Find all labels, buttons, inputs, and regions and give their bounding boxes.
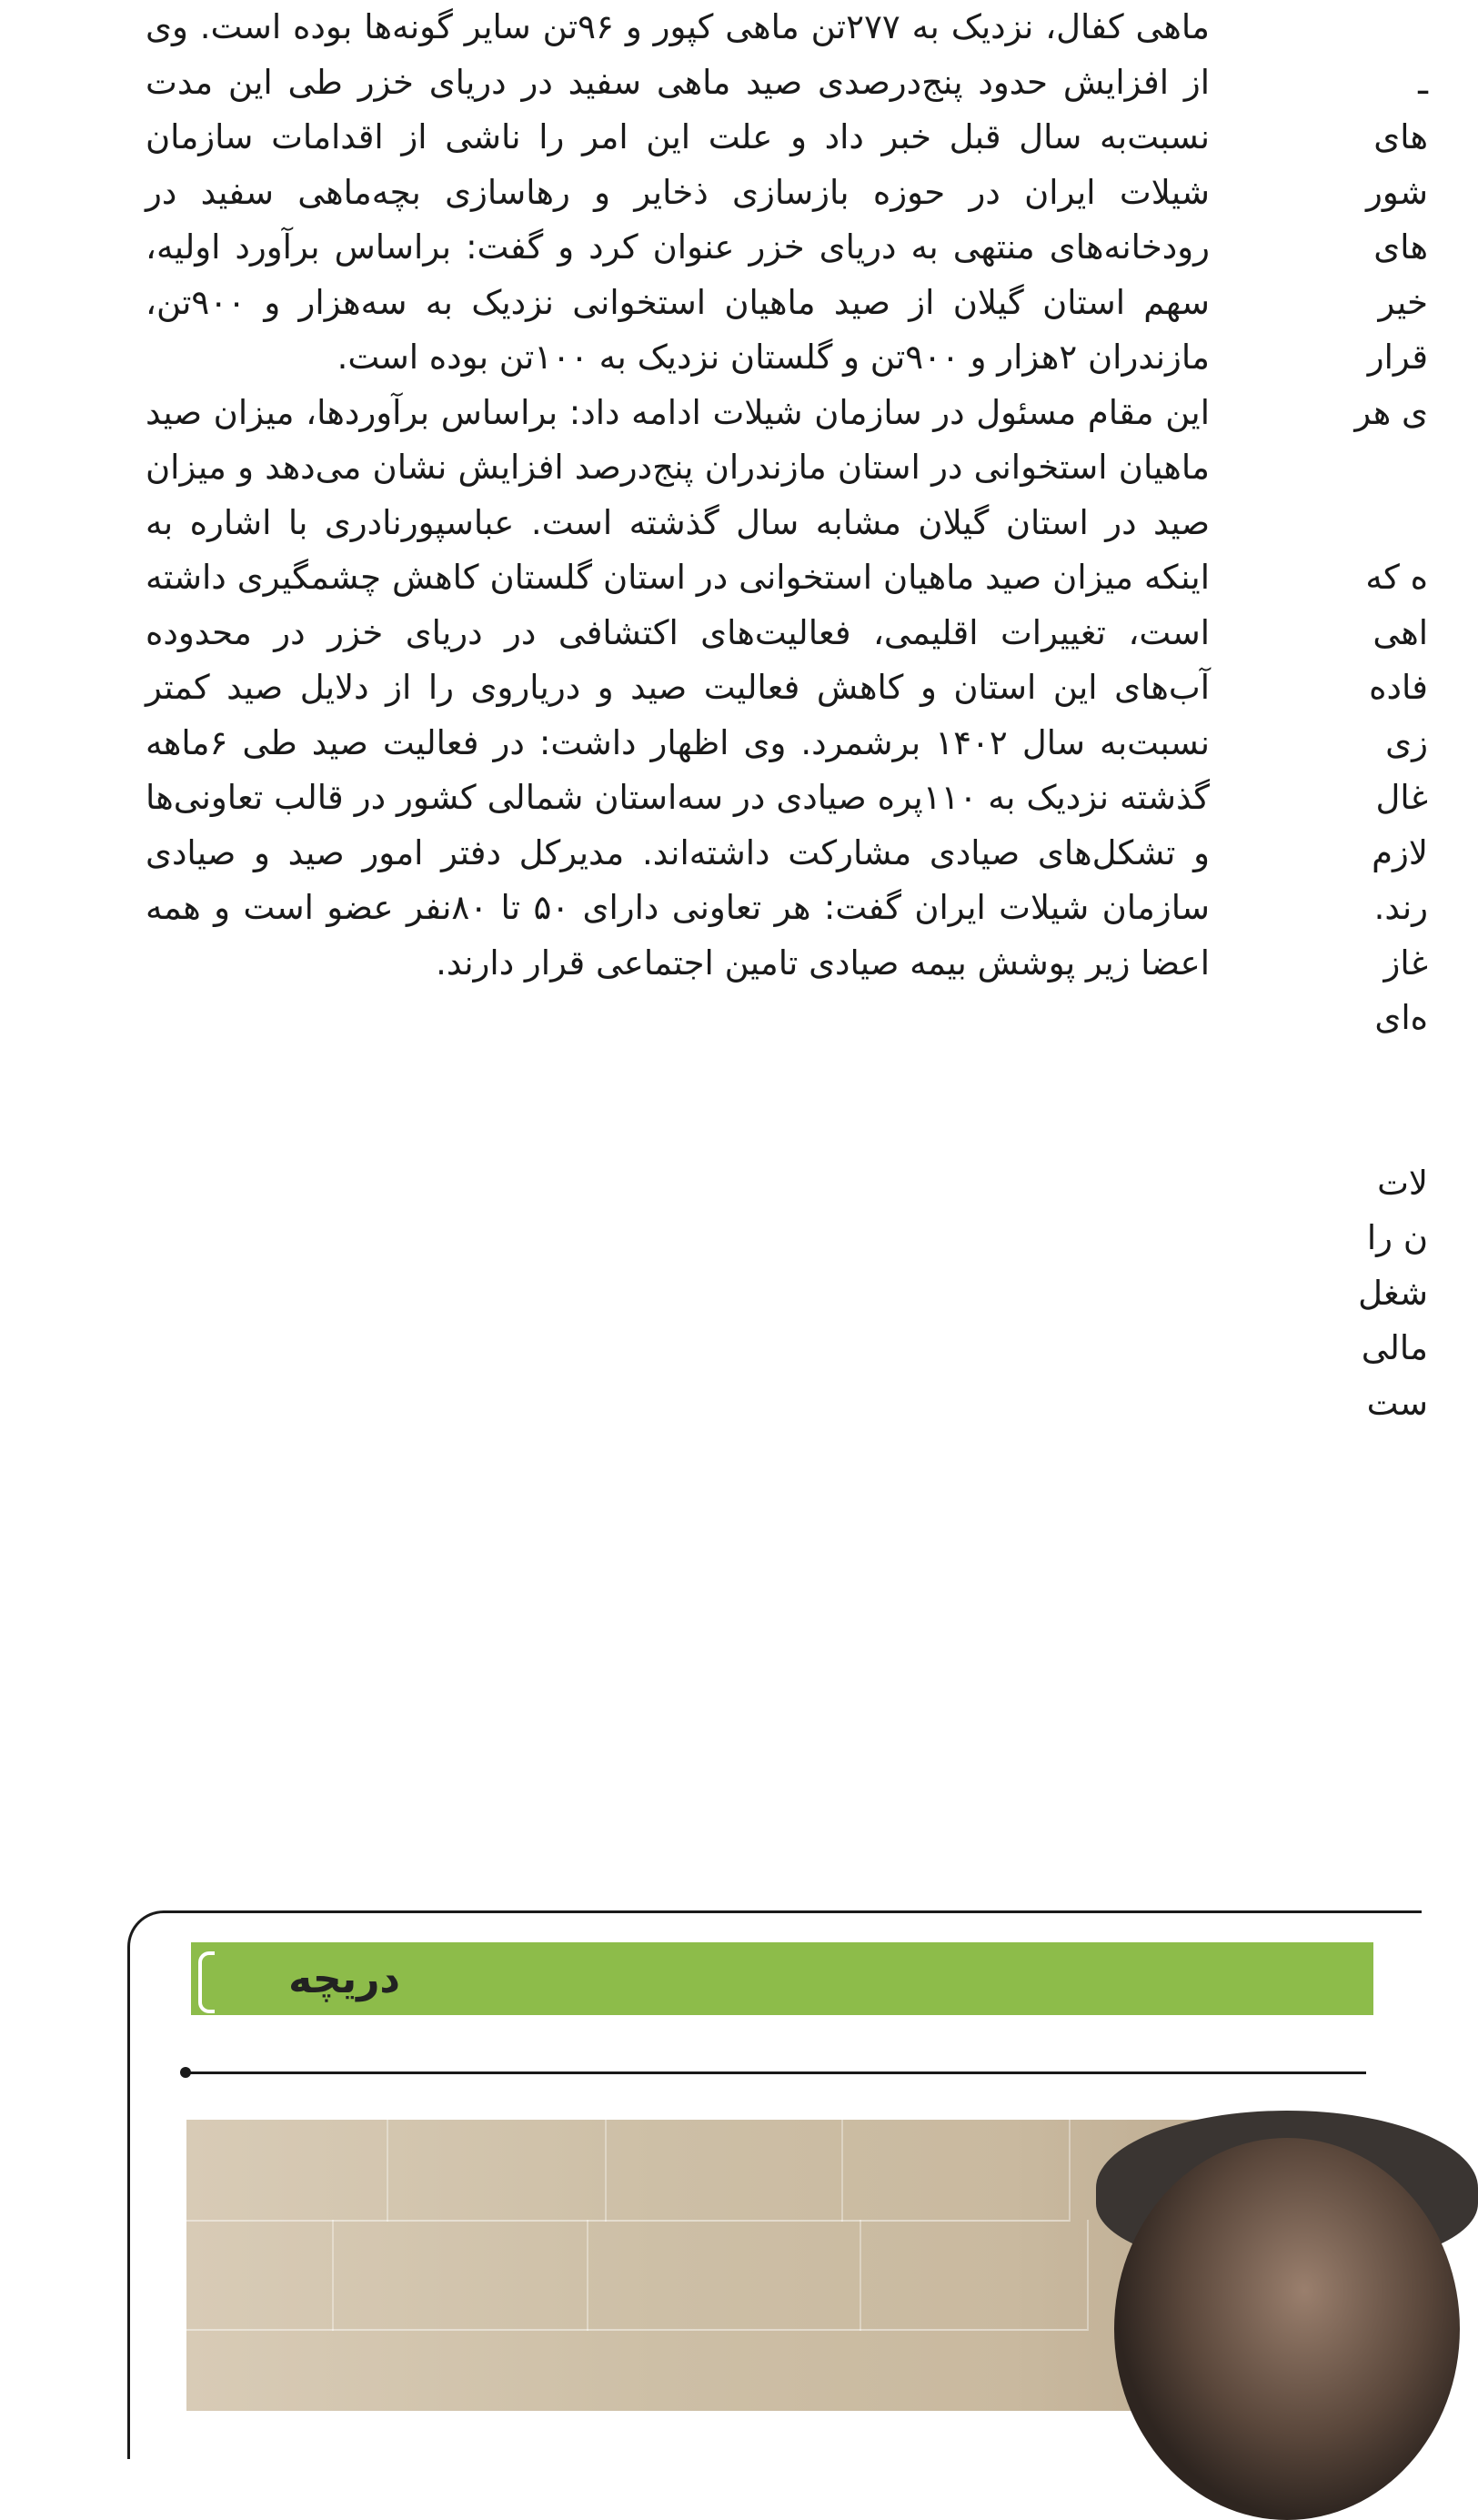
right-column-line: قرار	[1367, 338, 1428, 377]
right-column-line: لات	[1377, 1163, 1428, 1203]
right-column-line: های	[1373, 227, 1428, 267]
right-column-line: ه که	[1365, 558, 1428, 597]
wall-tile	[332, 2220, 588, 2331]
right-column-line	[1246, 1101, 1428, 1156]
right-column-line: اهی	[1372, 612, 1428, 652]
right-column-line: رند.	[1373, 888, 1428, 927]
right-column-line: لازم	[1372, 832, 1428, 872]
right-column-line	[1246, 440, 1428, 496]
right-column-line	[1246, 0, 1428, 55]
right-column-line: های	[1373, 117, 1428, 156]
article-paragraph: این مقام مسئول در سازمان شیلات ادامه داد: براساس برآوردها، میزان صید ماهیان استخوانی در استان مازندران پنج‌درصد افزایش نشان می‌دهد و میزان صید در استان گیلان مشابه سال گذشته است. عباسپورنادری با اشاره به اینکه میزان صید ماهیان استخوانی در استان گلستان کاهش چشمگیری داشته است، تغییرات اقلیمی، فعالیت‌های اکتشافی در دریای خزر در محدوده آب‌های این استان و کاهش فعالیت صید و دریاروی را از دلایل صید کمتر نسبت‌به سال ۱۴۰۲ برشمرد. وی اظهار داشت: در فعالیت صید طی ۶ماهه گذشته نزدیک به ۱۱۰پره صیادی در سه‌استان شمالی کشور در قالب تعاونی‌ها و تشکل‌های صیادی مشارکت داشته‌اند. مدیرکل دفتر امور صید و صیادی سازمان شیلات ایران گفت: هر تعاونی دارای ۵۰ تا ۸۰نفر عضو است و همه اعضا زیر پوشش بیمه صیادی تامین اجتماعی قرار دارند.	[146, 392, 1211, 983]
right-column-line: شغل	[1358, 1273, 1428, 1313]
right-column-line: ست	[1366, 1383, 1428, 1423]
portrait-head	[1114, 2138, 1460, 2520]
right-column-line	[1246, 496, 1428, 551]
right-column-line: ه‌ای	[1374, 998, 1428, 1037]
right-column-line: مالی	[1361, 1328, 1428, 1367]
sidebar-box-title: دریچه	[191, 1942, 400, 2015]
right-column-line: ن را	[1366, 1218, 1428, 1257]
wall-tile	[841, 2120, 1071, 2222]
article-main-column	[146, 0, 1210, 991]
wall-tile	[605, 2120, 843, 2222]
right-column-line: ی هر	[1354, 392, 1428, 432]
right-column-line: غاز	[1383, 942, 1428, 983]
wall-tile	[186, 2220, 334, 2331]
right-column-line: شور	[1366, 172, 1428, 212]
wall-tile	[387, 2120, 607, 2222]
right-column-line: فاده	[1369, 668, 1428, 707]
wall-tile	[186, 2120, 388, 2222]
portrait-photo	[186, 2120, 1369, 2411]
right-column-line: ـ	[1418, 62, 1428, 102]
right-column-line: خیر	[1378, 282, 1428, 322]
right-column-line: غال	[1375, 778, 1428, 817]
wall-tile	[860, 2220, 1089, 2331]
article-right-column	[1246, 0, 1428, 1431]
divider-rule	[184, 2071, 1366, 2074]
article-paragraph: ماهی کفال، نزدیک به ۲۷۷تن ماهی کپور و ۹۶تن سایر گونه‌ها بوده است. وی از افزایش حدود پنج‌درصدی صید ماهی سفید در دریای خزر طی این مدت نسبت‌به سال قبل خبر داد و علت این امر را ناشی از اقدامات سازمان شیلات ایران در حوزه بازسازی ذخایر و رهاسازی بچه‌ماهی سفید در رودخانه‌های منتهی به دریای خزر عنوان کرد و گفت: براساس برآورد اولیه، سهم استان گیلان از صید ماهیان استخوانی نزدیک به سه‌هزار و ۹۰۰تن، مازندران ۲هزار و ۹۰۰تن و گلستان نزدیک به ۱۰۰تن بوده است.	[146, 7, 1211, 377]
right-column-line: زی	[1385, 722, 1428, 762]
right-column-line	[1246, 1046, 1428, 1102]
wall-tile	[587, 2220, 861, 2331]
